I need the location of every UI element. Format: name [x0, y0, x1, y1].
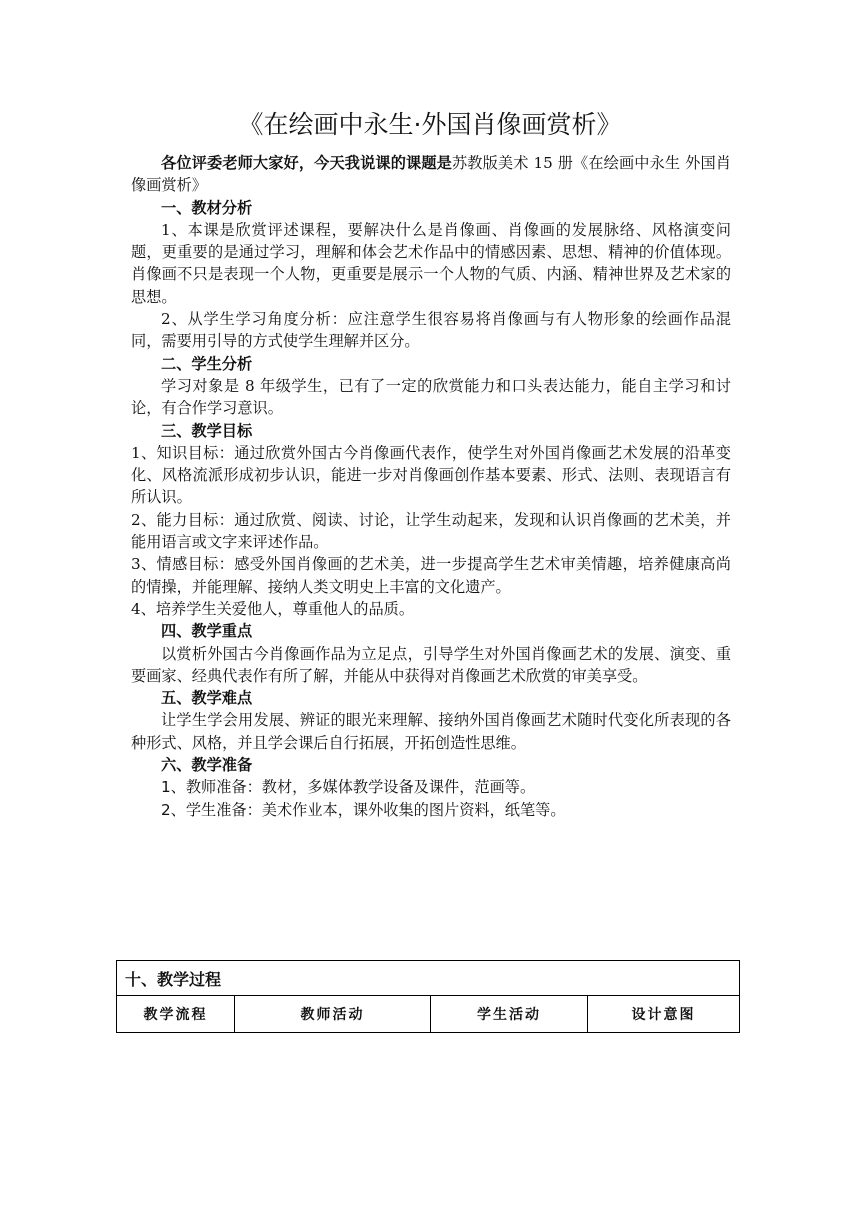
preparation-teacher: 1、教师准备：教材，多媒体教学设备及课件，范画等。	[161, 778, 536, 797]
intro-paragraph	[131, 152, 731, 197]
section-heading-students: 二、学生分析	[161, 354, 253, 373]
key-points-paragraph: 以赏析外国古今肖像画作品为立足点，引导学生对外国肖像画艺术的发展、演变、重要画家、经典代表作有所了解，并能从中获得对肖像画艺术欣赏的审美享受。	[131, 644, 731, 685]
table-header-row	[117, 996, 740, 1033]
materials-paragraph-2: 2、从学生学习角度分析：应注意学生很容易将肖像画与有人物形象的绘画作品混同，需要用引导的方式使学生理解并区分。	[131, 310, 731, 351]
objective-emotion: 3、情感目标：感受外国肖像画的艺术美，进一步提高学生艺术审美情趣，培养健康高尚的情操，并能理解、接纳人类文明史上丰富的文化遗产。	[131, 555, 731, 596]
difficulties-paragraph: 让学生学会用发展、辨证的眼光来理解、接纳外国肖像画艺术随时代变化所表现的各种形式、风格，并且学会课后自行拓展，开拓创造性思维。	[131, 711, 731, 752]
section-heading-materials: 一、教材分析	[161, 198, 253, 217]
page-title: 《在绘画中永生·外国肖像画赏析》	[238, 110, 622, 139]
intro-bold: 各位评委老师大家好，今天我说课的课题是	[161, 154, 452, 172]
section-heading-objectives: 三、教学目标	[161, 421, 253, 440]
objective-ability: 2、能力目标：通过欣赏、阅读、讨论，让学生动起来，发现和认识肖像画的艺术美，并能用语言或文字来评述作品。	[131, 510, 731, 552]
table-section-title: 十、教学过程	[117, 961, 740, 996]
objective-care: 4、培养学生关爱他人，尊重他人的品质。	[131, 599, 415, 618]
teaching-process-table	[116, 960, 740, 1033]
students-paragraph: 学习对象是 8 年级学生，已有了一定的欣赏能力和口头表达能力，能自主学习和讨论，有合作学习意识。	[131, 376, 731, 418]
preparation-students: 2、学生准备：美术作业本，课外收集的图片资料，纸笔等。	[161, 800, 566, 819]
column-header-intent: 设计意图	[588, 996, 740, 1033]
section-heading-preparation: 六、教学准备	[161, 756, 253, 775]
column-header-teacher: 教师活动	[235, 996, 431, 1033]
document-body	[131, 152, 731, 821]
materials-paragraph-1: 1、本课是欣赏评述课程，要解决什么是肖像画、肖像画的发展脉络、风格演变问题，更重要的是通过学习，理解和体会艺术作品中的情感因素、思想、精神的价值体现。肖像画不只是表现一个人物，更重要是展示一个人物的气质、内涵、精神世界及艺术家的思想。	[131, 220, 731, 306]
table-section-row	[117, 961, 740, 996]
objective-knowledge: 1、知识目标：通过欣赏外国古今肖像画代表作，使学生对外国肖像画艺术发展的沿革变化、风格流派形成初步认识，能进一步对肖像画创作基本要素、形式、法则、表现语言有所认识。	[131, 443, 731, 507]
section-heading-key-points: 四、教学重点	[161, 622, 253, 641]
intro-rest: 苏教版美术 15 册《在绘画中永生 外国肖像画赏析》	[131, 154, 731, 195]
column-header-flow: 教学流程	[117, 996, 235, 1033]
column-header-student: 学生活动	[431, 996, 588, 1033]
section-heading-difficulties: 五、教学难点	[161, 689, 253, 708]
